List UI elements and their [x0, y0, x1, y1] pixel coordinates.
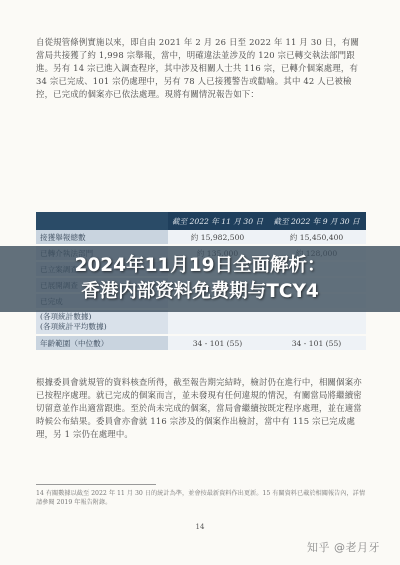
footnote: 14 有關數據以截至 2022 年 11 月 30 日的統計為準，並會按最新資料作出更新。15 有關資料已載於相關報告內，詳情請參閱 2019 年報告附錄。: [36, 490, 366, 506]
table-header-col2: 截至 2022 年 9 月 30 日: [267, 212, 366, 230]
table-row: [36, 310, 366, 334]
table-header-col1: 截至 2022 年 11 月 30 日: [168, 212, 267, 230]
row-label-main: (各項統計數據): [40, 312, 92, 321]
row-label: 年齡範圍（中位數）: [36, 336, 168, 350]
table-row: [36, 336, 366, 350]
page-number: 14: [195, 523, 205, 531]
row-value-1: [168, 310, 267, 334]
row-value-2: [267, 310, 366, 334]
row-label-sub: (各項統計平均數據): [40, 322, 107, 331]
row-label: 接獲舉報總數: [36, 230, 168, 244]
row-value-2: 34 - 101 (55): [267, 336, 366, 350]
table-row: [36, 230, 366, 244]
banner-title-line-2: 香港内部资料免费期与TCY4: [81, 281, 319, 302]
paragraph-intro: 自從規管條例實施以來，即自由 2021 年 2 月 26 日至 2022 年 11 月 30 日，有關當局共接獲了約 1,998 宗舉報，當中，明確違法並涉及的 120 宗已轉交執法部門跟進。另有 14 宗已進入調查程序，其中涉及相關人士共 116 宗，已轉介個案處理，有 34 宗已完成、101 宗仍處理中，另有 78 人已接獲警告或勸喻。其中 42 人已被檢控，已完成的個案亦已依法處理。現將有關情況報告如下：: [36, 37, 360, 99]
table-header-blank: [36, 212, 168, 230]
table-header: [36, 212, 366, 230]
footnote-divider: [36, 484, 156, 485]
row-label: [36, 310, 168, 334]
row-value-2: 約 15,450,400: [267, 230, 366, 244]
row-value-1: 34 - 101 (55): [168, 336, 267, 350]
watermark: 知乎 @老月牙: [307, 541, 380, 554]
row-value-1: 約 15,982,500: [168, 230, 267, 244]
paragraph-body: 根據委員會就規管的資料核查所得，截至報告期完結時，檢討仍在進行中，相關個案亦已按程序處理。就已完成的個案而言，並未發現有任何違規的情況，有關當局將繼續密切留意並作出適當跟進。至於尚未完成的個案，當局會繼續按既定程序處理，並在適當時候公布結果。委員會亦會就 116 宗涉及的個案作出檢討，當中有 115 宗已完成處理，另 1 宗仍在處理中。: [36, 377, 362, 439]
banner-title-line-1: 2024年11月19日全面解析：: [74, 255, 326, 276]
title-banner: [0, 246, 400, 312]
